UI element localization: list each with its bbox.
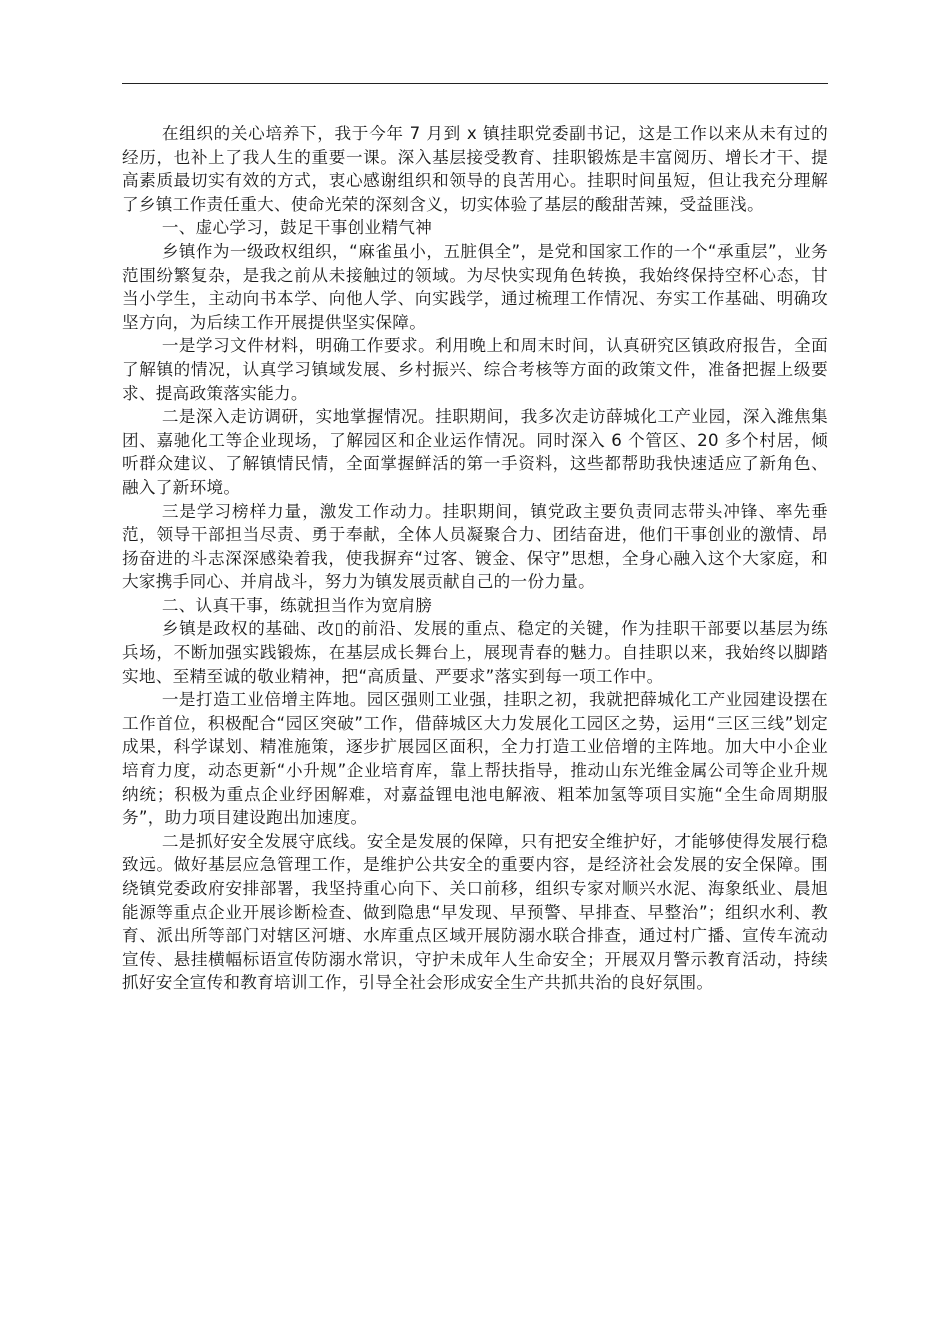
paragraph: 二是抓好安全发展守底线。安全是发展的保障，只有把安全维护好，才能够使得发展行稳致远。做好基层应急管理工作，是维护公共安全的重要内容，是经济社会发展的安全保障。围绕镇党委政府安排部署，我坚持重心向下、关口前移，组织专家对顺兴水泥、海象纸业、晨旭能源等重点企业开展诊断检查、做到隐患“早发现、早预警、早排查、早整治”；组织水利、教育、派出所等部门对辖区河塘、水库重点区域开展防溺水联合排查，通过村广播、宣传车流动宣传、悬挂横幅标语宣传防溺水常识，守护未成年人生命安全；开展双月警示教育活动，持续抓好安全宣传和教育培训工作，引导全社会形成安全生产共抓共治的良好氛围。 [122,831,828,993]
paragraph: 三是学习榜样力量，激发工作动力。挂职期间，镇党政主要负责同志带头冲锋、率先垂范，领导干部担当尽责、勇于奉献，全体人员凝聚合力、团结奋进，他们干事创业的激情、昂扬奋进的斗志深深感染着我，使我摒弃“过客、镀金、保守”思想，全身心融入这个大家庭，和大家携手同心、并肩战斗，努力为镇发展贡献自己的一份力量。 [122,501,828,592]
paragraph: 二是深入走访调研，实地掌握情况。挂职期间，我多次走访薛城化工产业园，深入潍焦集团、嘉驰化工等企业现场，了解园区和企业运作情况。同时深入 6 个管区、20 多个村居，倾听群众建议、了解镇情民情，全面掌握鲜活的第一手资料，这些都帮助我快速适应了新角色、融入了新环境。 [122,407,828,497]
header-rule [122,83,828,84]
document-body [122,122,828,995]
paragraph: 乡镇作为一级政权组织，“麻雀虽小，五脏俱全”，是党和国家工作的一个“承重层”，业务范围纷繁复杂，是我之前从未接触过的领域。为尽快实现角色转换，我始终保持空杯心态，甘当小学生，主动向书本学、向他人学、向实践学，通过梳理工作情况、夯实工作基础、明确攻坚方向，为后续工作开展提供坚实保障。 [122,241,828,332]
paragraph: 一是打造工业倍增主阵地。园区强则工业强，挂职之初，我就把薛城化工产业园建设摆在工作首位，积极配合“园区突破”工作，借薛城区大力发展化工园区之势，运用“三区三线”划定成果，科学谋划、精准施策，逐步扩展园区面积，全力打造工业倍增的主阵地。加大中小企业培育力度，动态更新“小升规”企业培育库，靠上帮扶指导，推动山东光维金属公司等企业升规纳统；积极为重点企业纾困解难，对嘉益锂电池电解液、粗苯加氢等项目实施“全生命周期服务”，助力项目建设跑出加速度。 [122,690,828,828]
paragraph: 乡镇是政权的基础、改▯的前沿、发展的重点、稳定的关键，作为挂职干部要以基层为练兵场，不断加强实践锻炼，在基层成长舞台上，展现青春的魅力。自挂职以来，我始终以脚踏实地、至精至诚的敬业精神，把“高质量、严要求”落实到每一项工作中。 [122,619,828,686]
section-heading-2: 二、认真干事，练就担当作为宽肩膀 [161,595,433,615]
paragraph-intro: 在组织的关心培养下，我于今年 7 月到 x 镇挂职党委副书记，这是工作以来从未有过的经历，也补上了我人生的重要一课。深入基层接受教育、挂职锻炼是丰富阅历、增长才干、提高素质最切实有效的方式，衷心感谢组织和领导的良苦用心。挂职时间虽短，但让我充分理解了乡镇工作责任重大、使命光荣的深刻含义，切实体验了基层的酸甜苦辣，受益匪浅。 [122,124,828,214]
paragraph: 一是学习文件材料，明确工作要求。利用晚上和周末时间，认真研究区镇政府报告，全面了解镇的情况，认真学习镇域发展、乡村振兴、综合考核等方面的政策文件，准备把握上级要求、提高政策落实能力。 [122,336,828,403]
section-heading-1: 一、虚心学习，鼓足干事创业精气神 [161,218,433,238]
